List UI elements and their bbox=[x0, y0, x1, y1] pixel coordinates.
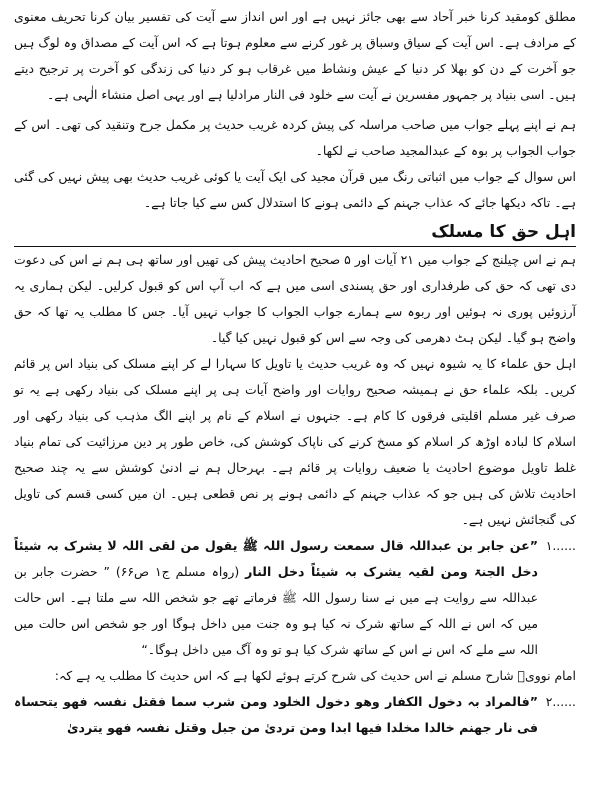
section-heading-text: اہل حق کا مسلک bbox=[431, 222, 576, 242]
hadith-body-2 bbox=[14, 689, 538, 741]
hadith-number-1: ۱...... bbox=[545, 538, 576, 553]
hadith-translation-1: (رواہ مسلم ج۱ ص۶۶) ” حضرت جابر بن عبداللہ سے روایت ہے میں نے سنا رسول اللہ ﷺ فرماتے تھے جو شخص اللہ سے ملتا ہے۔ اس حالت میں کہ اس نے اللہ کے ساتھ شرک نہ کیا ہو وہ جنت میں داخل ہوگا اور جو شخص اس حالت میں اللہ سے ملے کہ اس نے اس کے ساتھ شرک کیا ہو تو وہ آگ میں داخل ہوگا۔“ bbox=[14, 564, 538, 657]
hadith-number-2: ۲...... bbox=[545, 694, 576, 709]
paragraph-3: اس سوال کے جواب میں اثباتی رنگ میں قرآن مجید کی ایک آیت یا کوئی غریب حدیث بھی پیش نہیں کی گئی ہے۔ تاکہ دیکھا جائے کہ عذاب جہنم کے دائمی ہونے کا استدلال کس سے کیا جاتا ہے۔ bbox=[14, 169, 576, 210]
paragraph-1: مطلق کومقید کرنا خبر آحاد سے بھی جائز نہیں ہے اور اس انداز سے آیت کی تفسیر بیان کرنا تحریف معنوی کے مرادف ہے۔ اس آیت کے سیاق وسباق پر غور کرنے سے معلوم ہوتا ہے کہ اس آیت کے مصداق وہ لوگ ہیں جو آخرت کے دن کو بھلا کر دنیا کے عیش ونشاط میں غرقاب ہو کر دنیا کی زندگی کو آخرت پر ترجیح دیتے ہیں۔ اسی بنیاد پر جمہور مفسرین نے آیت سے خلود فی النار مرادلیا ہے اور یہی اصل منشاء الٰہی ہے۔ bbox=[14, 9, 576, 102]
hadith-item-1 bbox=[14, 533, 576, 663]
paragraph-2: ہم نے اپنے پہلے جواب میں صاحب مراسلہ کی پیش کردہ غریب حدیث پر مکمل جرح وتنقید کی تھی۔ اس کے جواب الجواب پر بوہ کے عبدالمجید صاحب نے لکھا۔ bbox=[14, 117, 576, 158]
hadith-item-2 bbox=[14, 689, 576, 741]
nawawi-paragraph: امام نوویؒ شارح مسلم نے اس حدیث کی شرح کرتے ہوئے لکھا ہے کہ اس حدیث کا مطلب یہ ہے کہ: bbox=[54, 668, 576, 683]
hadith-body-1 bbox=[14, 533, 538, 663]
paragraph-5: اہل حق علماء کا یہ شیوہ نہیں کہ وہ غریب حدیث یا تاویل کا سہارا لے کر اپنے مسلک کی بنیاد اس پر قائم کریں۔ بلکہ علماء حق نے ہمیشہ صحیح روایات اور واضح آیات ہی پر اپنے مسلک کی بنیاد رکھی ہے یہ تو صرف غیر مسلم اقلیتی فرقوں کا کام ہے۔ جنہوں نے اسلام کے نام پر اپنے الگ مذہب کی بنیاد رکھی اور اسلام کا لبادہ اوڑھ کر اسلام کو مسخ کرنے کی ناپاک کوشش کی، خاص طور پر دین مرزائیت کی تمام بنیاد غلط تاویل موضوع احادیث یا ضعیف روایات پر قائم ہے۔ بہرحال ہم نے ادنیٰ کوشش سے یہ چند صحیح احادیث تلاش کی ہیں جو کہ عذاب جہنم کے دائمی ہونے پر نص قطعی ہیں۔ ان میں کسی قسم کی تاویل کی گنجائش نہیں ہے۔ bbox=[14, 356, 576, 527]
hadith-arabic-2: ”فالمراد بہ دخول الکفار وھو دخول الخلود ومن شرب سما فقتل نفسہ فھو یتحساہ فی نار جھنم خالدا مخلدا فیھا ابدا ومن تردیٰ من جبل وقتل نفسہ فھو یتردیٰ bbox=[14, 694, 538, 735]
paragraph-4: ہم نے اس چیلنج کے جواب میں ۲۱ آیات اور ۵ صحیح احادیث پیش کی تھیں اور ساتھ ہی ہم نے اس کی دعوت دی تھی کہ حق کی طرفداری اور حق پسندی اسی میں ہے کہ اب آپ اس کو قبول کرلیں۔ لیکن ہماری یہ آرزوئیں پوری نہ ہوئیں اور ربوہ سے ہمارے جواب الجواب کا جواب نہیں آیا۔ جس کا مطلب یہ تھا کہ حق واضح ہو گیا۔ لیکن ہٹ دھرمی کی وجہ سے اس کو قبول نہیں کیا گیا۔ bbox=[14, 252, 576, 345]
hadith-arabic-1: ”عن جابر بن عبداللہ قال سمعت رسول اللہ ﷺ یقول من لقی اللہ لا یشرک بہ شیئاً دخل الجنۃ ومن لقیہ یشرک بہ شیئاً دخل النار bbox=[14, 538, 538, 579]
document-page bbox=[14, 4, 576, 796]
section-heading bbox=[14, 218, 576, 247]
